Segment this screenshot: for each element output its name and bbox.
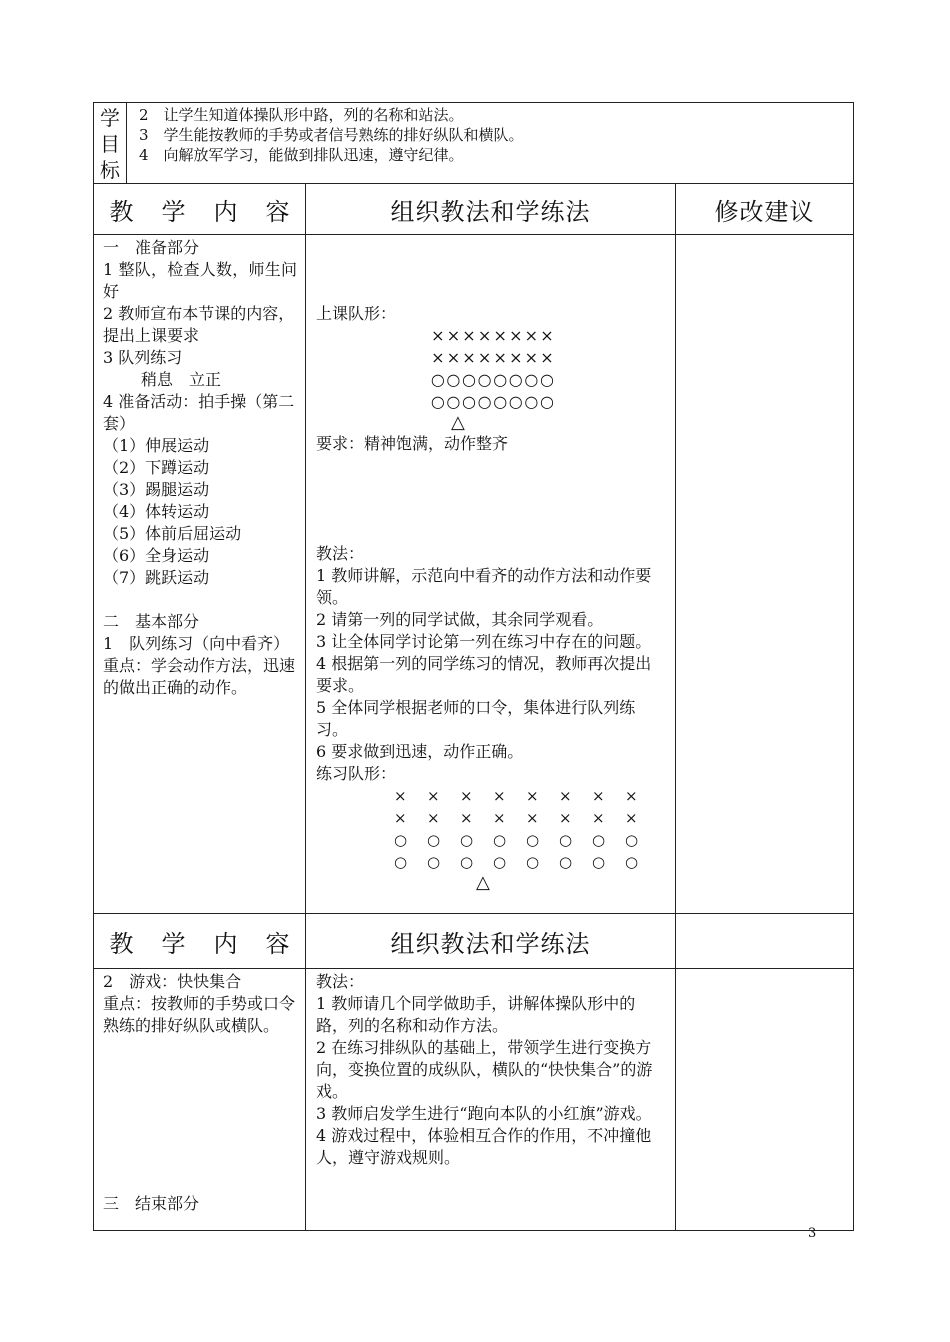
student-cross-mark: × — [524, 348, 539, 367]
student-circle-mark: ○ — [394, 831, 408, 849]
student-cross-mark: × — [394, 809, 407, 827]
practice-formation — [316, 785, 667, 873]
method-title: 教法： — [316, 972, 365, 991]
student-cross-mark: × — [427, 809, 440, 827]
practice-title: 练习队形： — [316, 764, 397, 783]
student-cross-mark: × — [625, 809, 638, 827]
section-1-content — [94, 235, 306, 914]
student-circle-mark: ○ — [427, 831, 441, 849]
student-cross-mark: × — [526, 809, 539, 827]
formation-row — [394, 807, 667, 829]
content-line: （7）跳跃运动 — [103, 568, 210, 587]
section-1-row — [94, 235, 854, 914]
student-cross-mark: × — [493, 348, 507, 367]
student-circle-mark: ○ — [508, 370, 523, 389]
class-formation — [316, 325, 667, 413]
student-cross-mark: × — [462, 348, 476, 367]
content-line: 二 基本部分 — [103, 612, 200, 631]
student-cross-mark: × — [493, 787, 506, 805]
header-row-1 — [94, 184, 854, 235]
student-cross-mark: × — [592, 809, 605, 827]
goals-label-char: 标 — [100, 158, 120, 182]
student-cross-mark: × — [540, 326, 554, 345]
student-cross-mark: × — [460, 787, 473, 805]
formation-row — [430, 369, 667, 391]
section-2-row — [94, 969, 854, 1231]
formation-row — [430, 325, 667, 347]
section-1-suggest — [676, 235, 854, 914]
content-line: （6）全身运动 — [103, 546, 210, 565]
section-2-suggest — [676, 969, 854, 1231]
student-cross-mark: × — [559, 809, 572, 827]
formation-row — [394, 785, 667, 807]
method-item: 1 教师讲解，示范向中看齐的动作方法和动作要领。 — [316, 566, 652, 607]
student-cross-mark: × — [493, 809, 506, 827]
header-char: 容 — [265, 929, 290, 958]
formation-row — [394, 851, 667, 873]
method-item: 5 全体同学根据老师的口令，集体进行队列练习。 — [316, 698, 636, 739]
student-circle-mark: ○ — [508, 392, 523, 411]
student-cross-mark: × — [477, 348, 492, 367]
content-line: 1 整队，检查人数，师生问好 — [103, 260, 297, 301]
header-char: 内 — [213, 929, 238, 958]
student-cross-mark: × — [477, 326, 492, 345]
student-cross-mark: × — [394, 787, 407, 805]
content-line: 2 教师宣布本节课的内容，提出上课要求 — [103, 304, 295, 345]
goals-label — [94, 103, 127, 184]
student-circle-mark: ○ — [526, 853, 540, 871]
student-circle-mark: ○ — [394, 853, 408, 871]
header-char: 容 — [265, 197, 290, 226]
student-circle-mark: ○ — [625, 853, 639, 871]
goals-list — [127, 103, 854, 184]
content-line: 1 队列练习（向中看齐） — [103, 634, 290, 653]
student-circle-mark: ○ — [462, 392, 476, 411]
student-cross-mark: × — [559, 787, 572, 805]
student-circle-mark: ○ — [460, 831, 474, 849]
method-item: 4 根据第一列的同学练习的情况，教师再次提出要求。 — [316, 654, 652, 695]
formation-row — [430, 391, 667, 413]
student-circle-mark: ○ — [539, 392, 554, 411]
header-suggest-empty — [676, 914, 854, 969]
content-line: （5）体前后屈运动 — [103, 524, 242, 543]
method-item: 6 要求做到迅速，动作正确。 — [316, 742, 524, 761]
formation-row — [394, 829, 667, 851]
header-char: 教 — [109, 197, 134, 226]
student-cross-mark: × — [540, 348, 554, 367]
content-line: 3 队列练习 — [103, 348, 183, 367]
formation-row — [430, 347, 667, 369]
header-char: 学 — [161, 197, 186, 226]
student-cross-mark: × — [460, 809, 473, 827]
method-item: 4 游戏过程中，体验相互合作的作用，不冲撞他人，遵守游戏规则。 — [316, 1126, 652, 1167]
goals-label-char: 目 — [100, 132, 120, 156]
end-part-title: 三 结束部分 — [103, 1194, 200, 1213]
student-cross-mark: × — [431, 348, 445, 367]
formation-title: 上课队形： — [316, 304, 397, 323]
student-circle-mark: ○ — [477, 392, 492, 411]
content-line: 4 准备活动：拍手操（第二套） — [103, 392, 295, 433]
section-1-method — [306, 235, 676, 914]
student-circle-mark: ○ — [477, 370, 492, 389]
header-row-2 — [94, 914, 854, 969]
student-circle-mark: ○ — [430, 392, 445, 411]
header-content — [94, 914, 306, 969]
student-cross-mark: × — [526, 787, 539, 805]
method-item: 2 在练习排纵队的基础上，带领学生进行变换方向，变换位置的成纵队，横队的“快快集合”的游戏。 — [316, 1038, 653, 1101]
content-line: （1）伸展运动 — [103, 436, 210, 455]
content-line: 2 游戏：快快集合 — [103, 972, 242, 991]
student-circle-mark: ○ — [493, 370, 508, 389]
goal-item: 4 向解放军学习，能做到排队迅速，遵守纪律。 — [139, 146, 464, 164]
student-circle-mark: ○ — [493, 853, 507, 871]
header-char: 教 — [109, 929, 134, 958]
student-cross-mark: × — [493, 326, 507, 345]
requirement-text: 要求：精神饱满，动作整齐 — [316, 434, 509, 453]
student-circle-mark: ○ — [526, 831, 540, 849]
student-cross-mark: × — [462, 326, 476, 345]
student-circle-mark: ○ — [592, 853, 606, 871]
goals-row — [94, 103, 854, 184]
method-item: 3 让全体同学讨论第一列在练习中存在的问题。 — [316, 632, 652, 651]
content-line: 稍息 立正 — [141, 370, 222, 389]
student-circle-mark: ○ — [493, 392, 508, 411]
student-cross-mark: × — [509, 326, 523, 345]
student-circle-mark: ○ — [625, 831, 639, 849]
student-cross-mark: × — [524, 326, 539, 345]
header-suggest: 修改建议 — [676, 184, 854, 235]
student-circle-mark: ○ — [524, 370, 539, 389]
content-line: （4）体转运动 — [103, 502, 210, 521]
student-cross-mark: × — [509, 348, 523, 367]
method-item: 1 教师请几个同学做助手，讲解体操队形中的路，列的名称和动作方法。 — [316, 994, 636, 1035]
content-line: 重点：学会动作方法，迅速的做出正确的动作。 — [103, 656, 296, 697]
teacher-triangle-icon: △ — [476, 872, 490, 893]
student-cross-mark: × — [431, 326, 445, 345]
student-circle-mark: ○ — [524, 392, 539, 411]
teacher-triangle-icon: △ — [451, 412, 465, 433]
student-circle-mark: ○ — [539, 370, 554, 389]
student-circle-mark: ○ — [427, 853, 441, 871]
student-circle-mark: ○ — [559, 831, 573, 849]
goals-label-char: 学 — [100, 106, 120, 130]
section-2-content — [94, 969, 306, 1231]
section-2-method — [306, 969, 676, 1231]
student-circle-mark: ○ — [430, 370, 445, 389]
method-title: 教法： — [316, 544, 365, 563]
header-method: 组织教法和学练法 — [306, 184, 676, 235]
content-line: （3）踢腿运动 — [103, 480, 210, 499]
student-circle-mark: ○ — [460, 853, 474, 871]
student-cross-mark: × — [592, 787, 605, 805]
student-cross-mark: × — [625, 787, 638, 805]
goal-item: 2 让学生知道体操队形中路，列的名称和站法。 — [139, 106, 464, 124]
goal-item: 3 学生能按教师的手势或者信号熟练的排好纵队和横队。 — [139, 126, 524, 144]
student-circle-mark: ○ — [462, 370, 476, 389]
method-item: 2 请第一列的同学试做，其余同学观看。 — [316, 610, 604, 629]
header-char: 内 — [213, 197, 238, 226]
student-circle-mark: ○ — [493, 831, 507, 849]
student-circle-mark: ○ — [592, 831, 606, 849]
student-cross-mark: × — [446, 348, 461, 367]
header-method: 组织教法和学练法 — [306, 914, 676, 969]
page-number: 3 — [808, 1226, 817, 1241]
content-line: 一 准备部分 — [103, 238, 200, 257]
header-char: 学 — [161, 929, 186, 958]
lesson-plan-table — [93, 102, 854, 1231]
student-cross-mark: × — [446, 326, 461, 345]
method-item: 3 教师启发学生进行“跑向本队的小红旗”游戏。 — [316, 1104, 652, 1123]
content-line: 重点：按教师的手势或口令熟练的排好纵队或横队。 — [103, 994, 296, 1035]
header-content — [94, 184, 306, 235]
student-circle-mark: ○ — [446, 370, 461, 389]
content-line: （2）下蹲运动 — [103, 458, 210, 477]
student-circle-mark: ○ — [446, 392, 461, 411]
student-circle-mark: ○ — [559, 853, 573, 871]
student-cross-mark: × — [427, 787, 440, 805]
